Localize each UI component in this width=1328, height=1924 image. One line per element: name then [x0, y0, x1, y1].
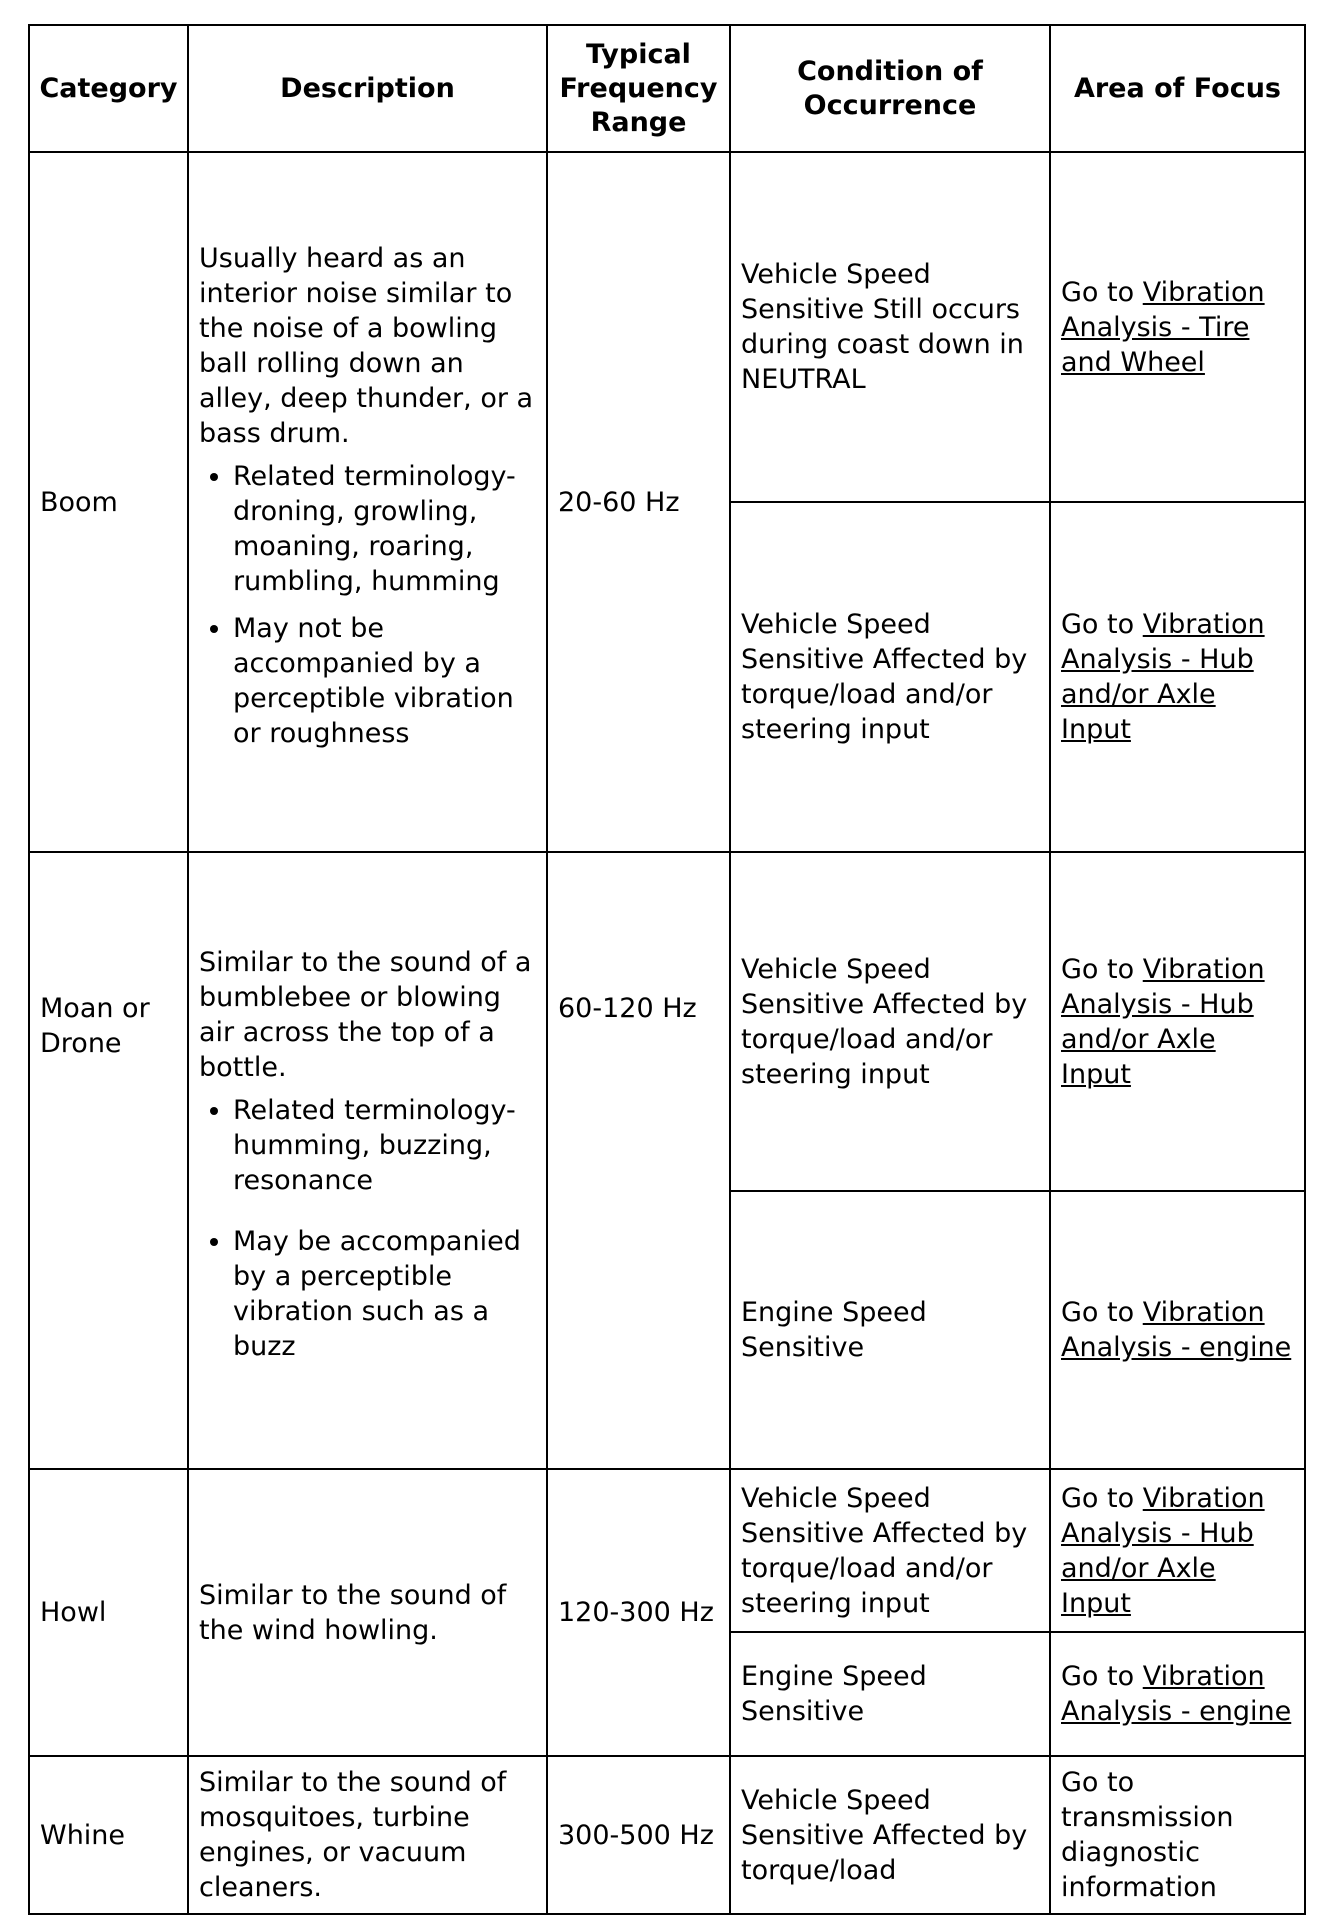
frequency-cell: 300-500 Hz [547, 1756, 730, 1914]
vibration-analysis-engine-link[interactable]: Vibration Analysis - engine [1061, 1661, 1292, 1727]
category-cell: Moan or Drone [29, 852, 188, 1469]
go-to-text: Go to [1061, 1297, 1135, 1328]
area-of-focus-cell [1050, 502, 1305, 852]
condition-cell: Vehicle Speed Sensitive Affected by torque/load and/or steering input [730, 1469, 1050, 1632]
list-item: • May be accompanied by a perceptible vibration such as a buzz [233, 1224, 536, 1364]
vibration-analysis-hub-axle-link[interactable]: Vibration Analysis - Hub and/or Axle Input [1061, 609, 1265, 745]
condition-cell: Engine Speed Sensitive [730, 1632, 1050, 1756]
frequency-cell: 120-300 Hz [547, 1469, 730, 1756]
list-item: • Related terminology- droning, growling, moaning, roaring, rumbling, humming [233, 459, 536, 599]
vibration-analysis-hub-axle-link[interactable]: Vibration Analysis - Hub and/or Axle Input [1061, 1482, 1265, 1619]
frequency-cell: 60-120 Hz [547, 852, 730, 1469]
area-of-focus-cell: Go to transmission diagnostic information [1050, 1756, 1305, 1914]
list-item: • May not be accompanied by a perceptible vibration or roughness [233, 611, 536, 751]
header-area-of-focus: Area of Focus [1050, 25, 1305, 152]
go-to-text: Go to [1061, 1482, 1135, 1514]
category-cell: Whine [29, 1756, 188, 1914]
go-to-text: Go to [1061, 1661, 1135, 1692]
diagnosis-table-container [28, 24, 1304, 1915]
list-item: • Related terminology- humming, buzzing, resonance [233, 1093, 536, 1198]
header-row [29, 25, 1305, 152]
table-row [29, 1756, 1305, 1914]
description-cell: Similar to the sound of the wind howling. [188, 1469, 547, 1756]
description-bullets [199, 459, 536, 751]
area-of-focus-cell [1050, 852, 1305, 1191]
header-condition: Condition of Occurrence [730, 25, 1050, 152]
condition-cell: Vehicle Speed Sensitive Still occurs during coast down in NEUTRAL [730, 152, 1050, 502]
category-cell: Howl [29, 1469, 188, 1756]
condition-cell: Vehicle Speed Sensitive Affected by torque/load and/or steering input [730, 502, 1050, 852]
area-of-focus-cell [1050, 1469, 1305, 1632]
description-cell [188, 852, 547, 1469]
description-text: Usually heard as an interior noise similar to the noise of a bowling ball rolling down an alley, deep thunder, or a bass drum. [199, 243, 534, 449]
go-to-text: Go to [1061, 609, 1135, 640]
header-description: Description [188, 25, 547, 152]
description-text: Similar to the sound of a bumblebee or blowing air across the top of a bottle. [199, 947, 532, 1083]
description-cell: Similar to the sound of mosquitoes, turbine engines, or vacuum cleaners. [188, 1756, 547, 1914]
header-frequency: Typical Frequency Range [547, 25, 730, 152]
header-category: Category [29, 25, 188, 152]
vibration-analysis-tire-wheel-link[interactable]: Vibration Analysis - Tire and Wheel [1061, 276, 1265, 378]
table-row [29, 852, 1305, 1191]
description-cell [188, 152, 547, 852]
area-of-focus-cell [1050, 1191, 1305, 1469]
go-to-text: Go to [1061, 276, 1135, 308]
category-cell: Boom [29, 152, 188, 852]
vibration-analysis-engine-link[interactable]: Vibration Analysis - engine [1061, 1297, 1292, 1363]
table-row [29, 1469, 1305, 1632]
area-of-focus-cell [1050, 152, 1305, 502]
go-to-text: Go to [1061, 953, 1135, 985]
area-of-focus-cell [1050, 1632, 1305, 1756]
noise-diagnosis-table [28, 24, 1306, 1915]
condition-cell: Vehicle Speed Sensitive Affected by torque/load [730, 1756, 1050, 1914]
table-row [29, 152, 1305, 502]
condition-cell: Vehicle Speed Sensitive Affected by torque/load and/or steering input [730, 852, 1050, 1191]
frequency-cell: 20-60 Hz [547, 152, 730, 852]
vibration-analysis-hub-axle-link[interactable]: Vibration Analysis - Hub and/or Axle Input [1061, 953, 1265, 1090]
description-bullets [199, 1093, 536, 1364]
condition-cell: Engine Speed Sensitive [730, 1191, 1050, 1469]
